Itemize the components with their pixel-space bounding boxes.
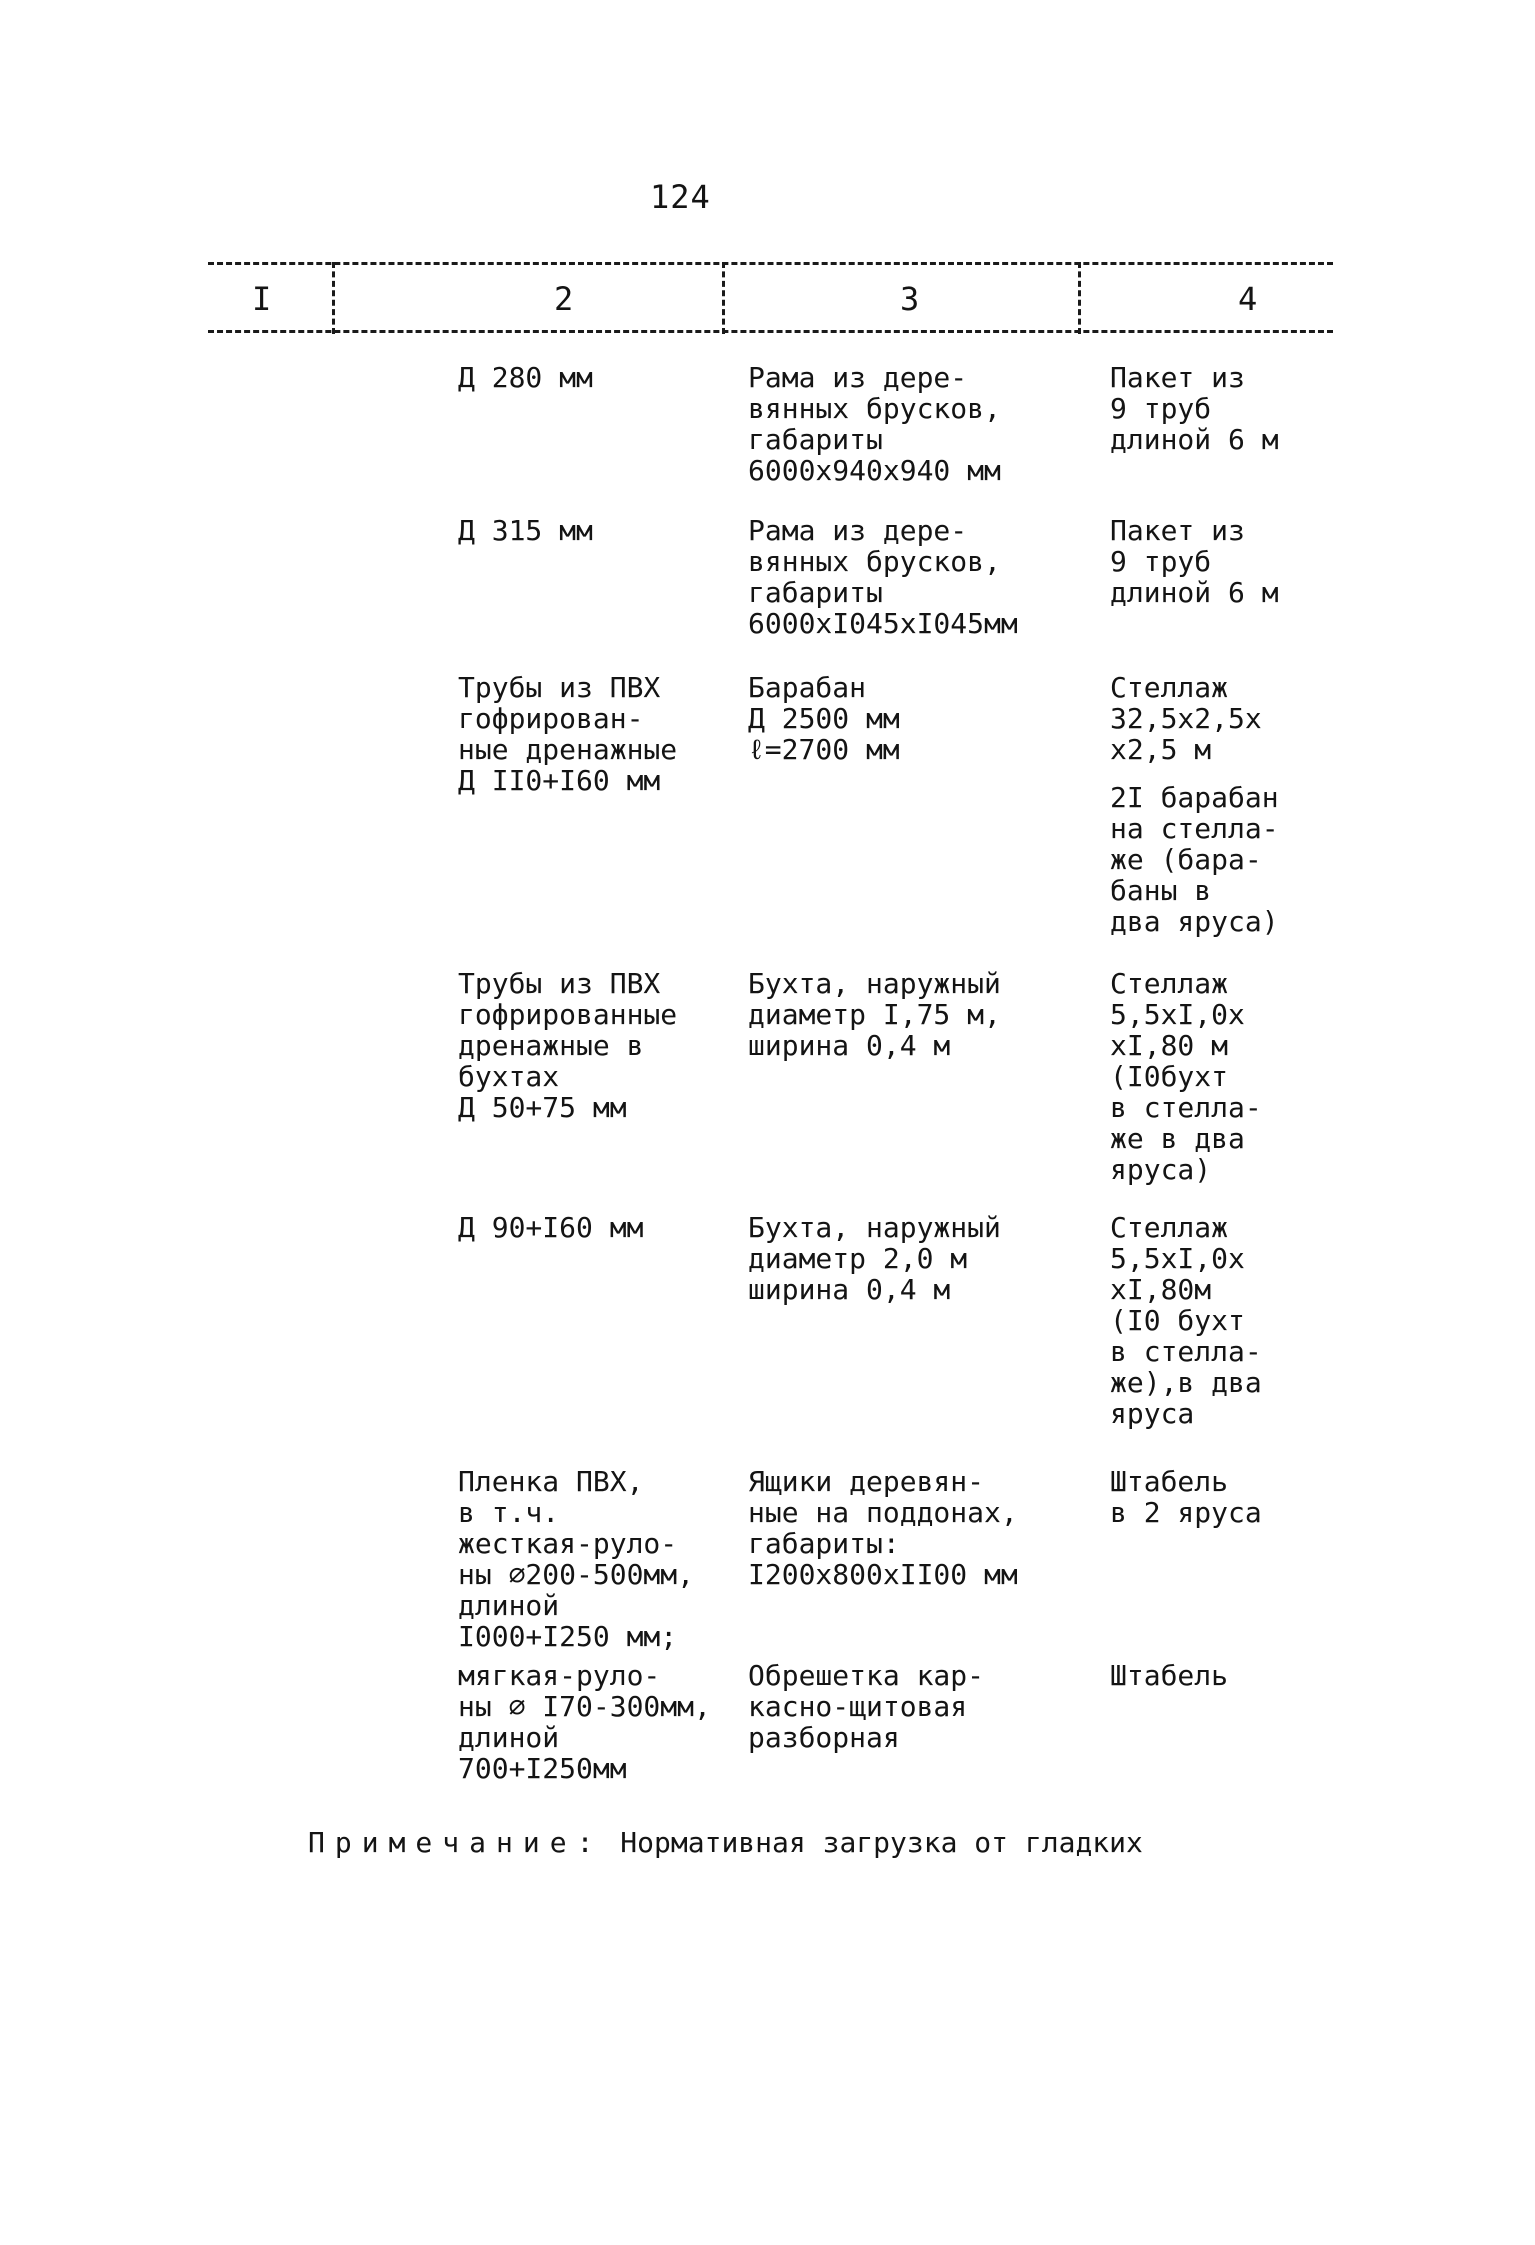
row-7-packaging: Обрешетка кар- касно-щитовая разборная — [748, 1659, 985, 1754]
row-5-material: Д 90+I60 мм — [458, 1211, 644, 1244]
row-4-packaging: Бухта, наружный диаметр I,75 м, ширина 0,4 м — [748, 967, 1001, 1062]
row-1-storage: Пакет из 9 труб длиной 6 м — [1110, 361, 1279, 456]
header-divider-3 — [1078, 262, 1081, 334]
column-number-1: I — [252, 280, 272, 318]
row-6-material: Пленка ПВХ, в т.ч. жесткая-руло- ны ∅200-500мм, длиной I000+I250 мм; — [458, 1465, 695, 1653]
page-number: 124 — [650, 178, 711, 216]
row-7-storage: Штабель — [1110, 1659, 1229, 1692]
row-3-packaging: Барабан Д 2500 мм ℓ=2700 мм — [748, 671, 900, 766]
footnote-label: Примечание: — [308, 1826, 604, 1859]
row-7-material: мягкая-руло- ны ∅ I70-300мм, длиной 700+I250мм — [458, 1659, 711, 1785]
row-3-material: Трубы из ПВХ гофрирован- ные дренажные Д II0+I60 мм — [458, 671, 678, 797]
footnote — [308, 1826, 1143, 1859]
row-3-storage: Стеллаж 32,5х2,5х х2,5 м — [1110, 671, 1262, 766]
row-6-packaging: Ящики деревян- ные на поддонах, габариты: I200х800хII00 мм — [748, 1465, 1018, 1591]
row-2-storage: Пакет из 9 труб длиной 6 м — [1110, 514, 1279, 609]
column-number-3: 3 — [900, 280, 920, 318]
row-2-material: Д 315 мм — [458, 514, 593, 547]
column-number-4: 4 — [1238, 280, 1258, 318]
row-5-storage: Стеллаж 5,5хI,0х хI,80м (I0 бухт в стелла- же),в два яруса — [1110, 1211, 1262, 1430]
row-2-packaging: Рама из дере- вянных брусков, габариты 6000хI045хI045мм — [748, 514, 1018, 640]
row-4-material: Трубы из ПВХ гофрированные дренажные в бухтах Д 50+75 мм — [458, 967, 678, 1124]
row-1-material: Д 280 мм — [458, 361, 593, 394]
header-divider-1 — [332, 262, 335, 334]
header-divider-2 — [722, 262, 725, 334]
row-6-storage: Штабель в 2 яруса — [1110, 1465, 1262, 1529]
header-top-rule — [208, 262, 1333, 265]
column-number-2: 2 — [554, 280, 574, 318]
row-1-packaging: Рама из дере- вянных брусков, габариты 6000х940х940 мм — [748, 361, 1001, 487]
footnote-text: Нормативная загрузка от гладких — [620, 1826, 1143, 1859]
row-4-storage: Стеллаж 5,5хI,0х хI,80 м (I0бухт в стелла- же в два яруса) — [1110, 967, 1262, 1186]
row-3-storage-note: 2I барабан на стелла- же (бара- баны в два яруса) — [1110, 781, 1279, 938]
row-5-packaging: Бухта, наружный диаметр 2,0 м ширина 0,4 м — [748, 1211, 1001, 1306]
header-bottom-rule — [208, 330, 1333, 333]
table-header — [208, 262, 1333, 334]
